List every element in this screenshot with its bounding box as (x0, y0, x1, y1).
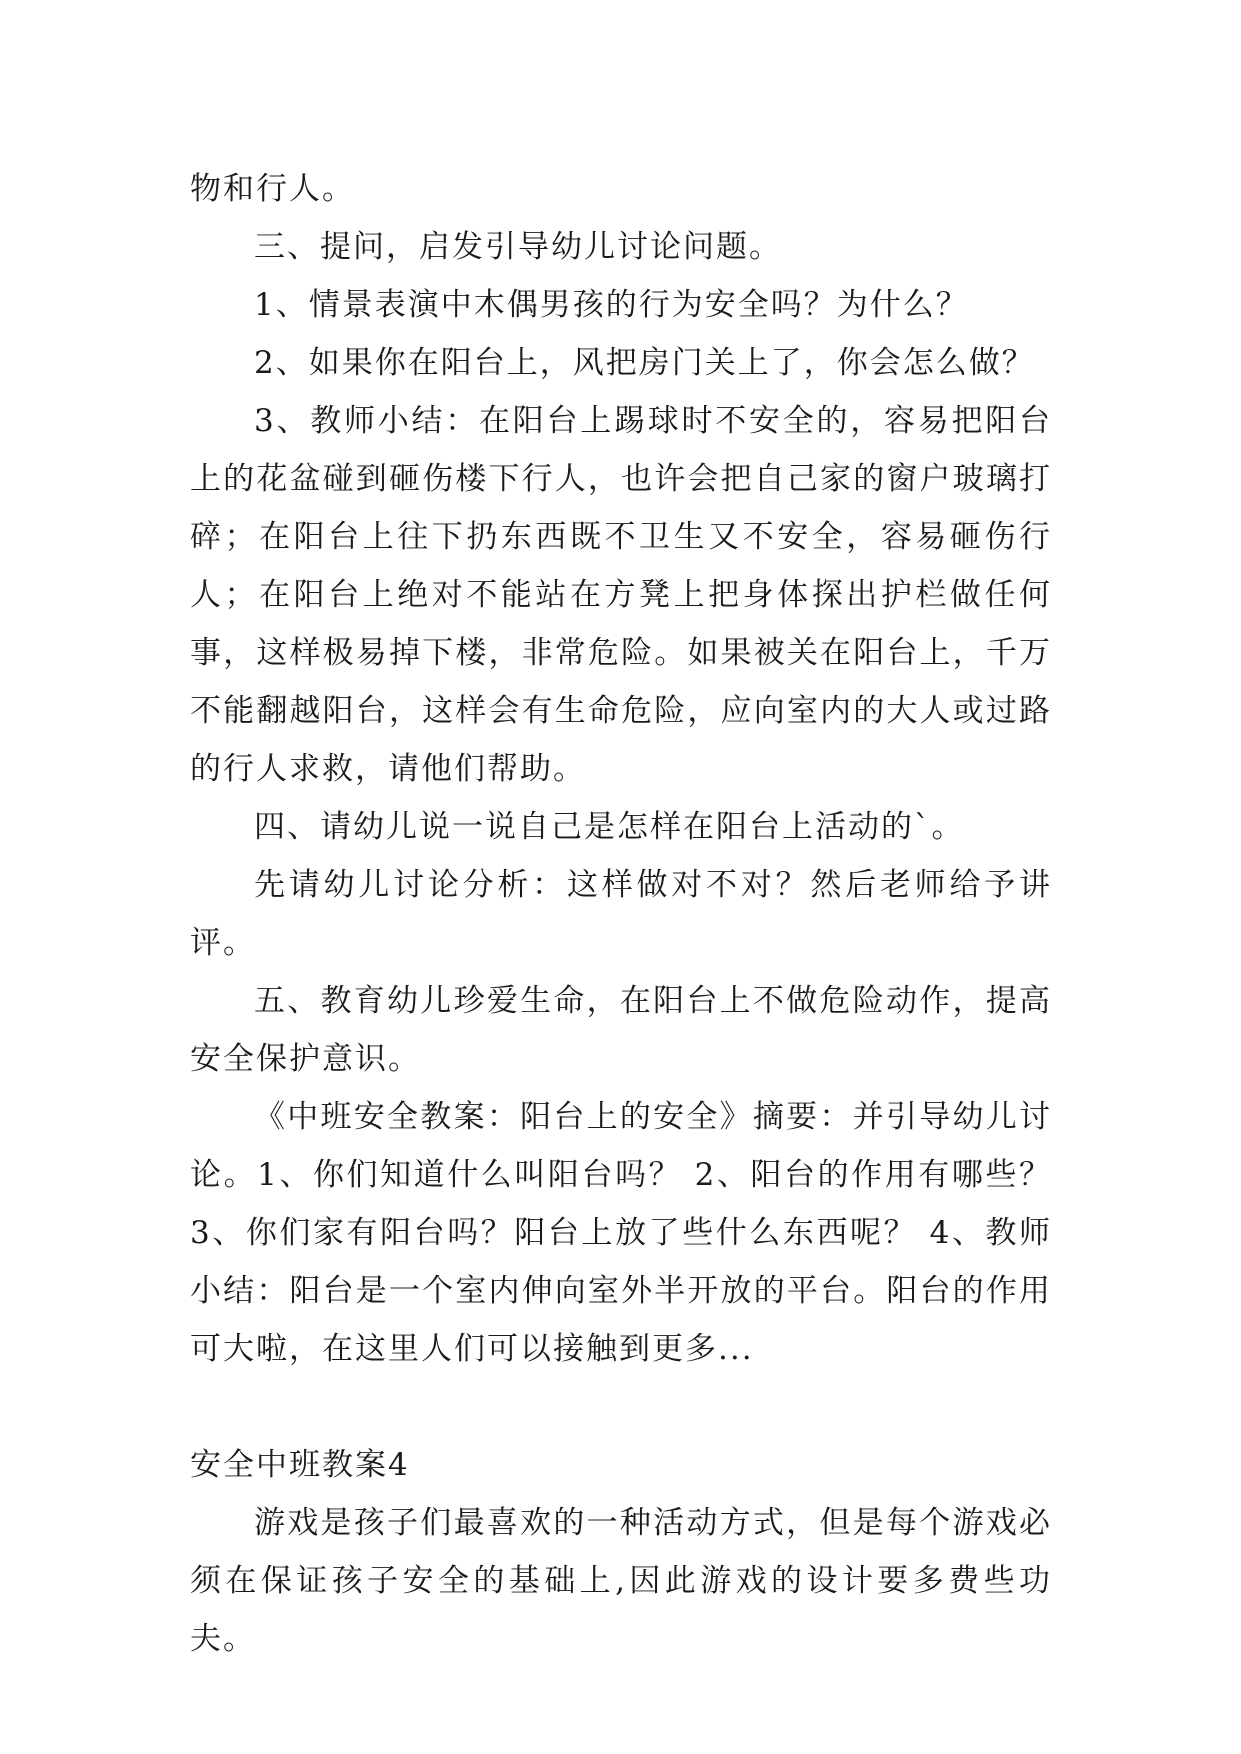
paragraph: 《中班安全教案：阳台上的安全》摘要：并引导幼儿讨论。1、你们知道什么叫阳台吗？ 2、阳台的作用有哪些？ 3、你们家有阳台吗？阳台上放了些什么东西呢？ 4、教师小结：阳台是一个室内伸向室外半开放的平台。阳台的作用可大啦，在这里人们可以接触到更多... (190, 1099, 1052, 1367)
paragraph: 2、如果你在阳台上，风把房门关上了，你会怎么做？ (254, 345, 1035, 381)
paragraph: 游戏是孩子们最喜欢的一种活动方式，但是每个游戏必须在保证孩子安全的基础上,因此游戏的设计要多费些功夫。 (190, 1505, 1052, 1657)
section-gap (190, 1378, 1052, 1436)
paragraph: 四、请幼儿说一说自己是怎样在阳台上活动的`。 (254, 809, 965, 845)
paragraph: 五、教育幼儿珍爱生命，在阳台上不做危险动作，提高安全保护意识。 (190, 983, 1052, 1077)
section-heading: 安全中班教案4 (190, 1447, 410, 1483)
document-body (190, 160, 1052, 1668)
paragraph: 三、提问，启发引导幼儿讨论问题。 (254, 229, 782, 265)
paragraph: 1、情景表演中木偶男孩的行为安全吗？为什么？ (254, 287, 969, 323)
paragraph: 物和行人。 (190, 171, 355, 207)
paragraph: 先请幼儿讨论分析：这样做对不对？然后老师给予讲评。 (190, 867, 1052, 961)
paragraph: 3、教师小结：在阳台上踢球时不安全的，容易把阳台上的花盆碰到砸伤楼下行人，也许会把自己家的窗户玻璃打碎；在阳台上往下扔东西既不卫生又不安全，容易砸伤行人；在阳台上绝对不能站在方凳上把身体探出护栏做任何事，这样极易掉下楼，非常危险。如果被关在阳台上，千万不能翻越阳台，这样会有生命危险，应向室内的大人或过路的行人求救，请他们帮助。 (190, 403, 1052, 787)
